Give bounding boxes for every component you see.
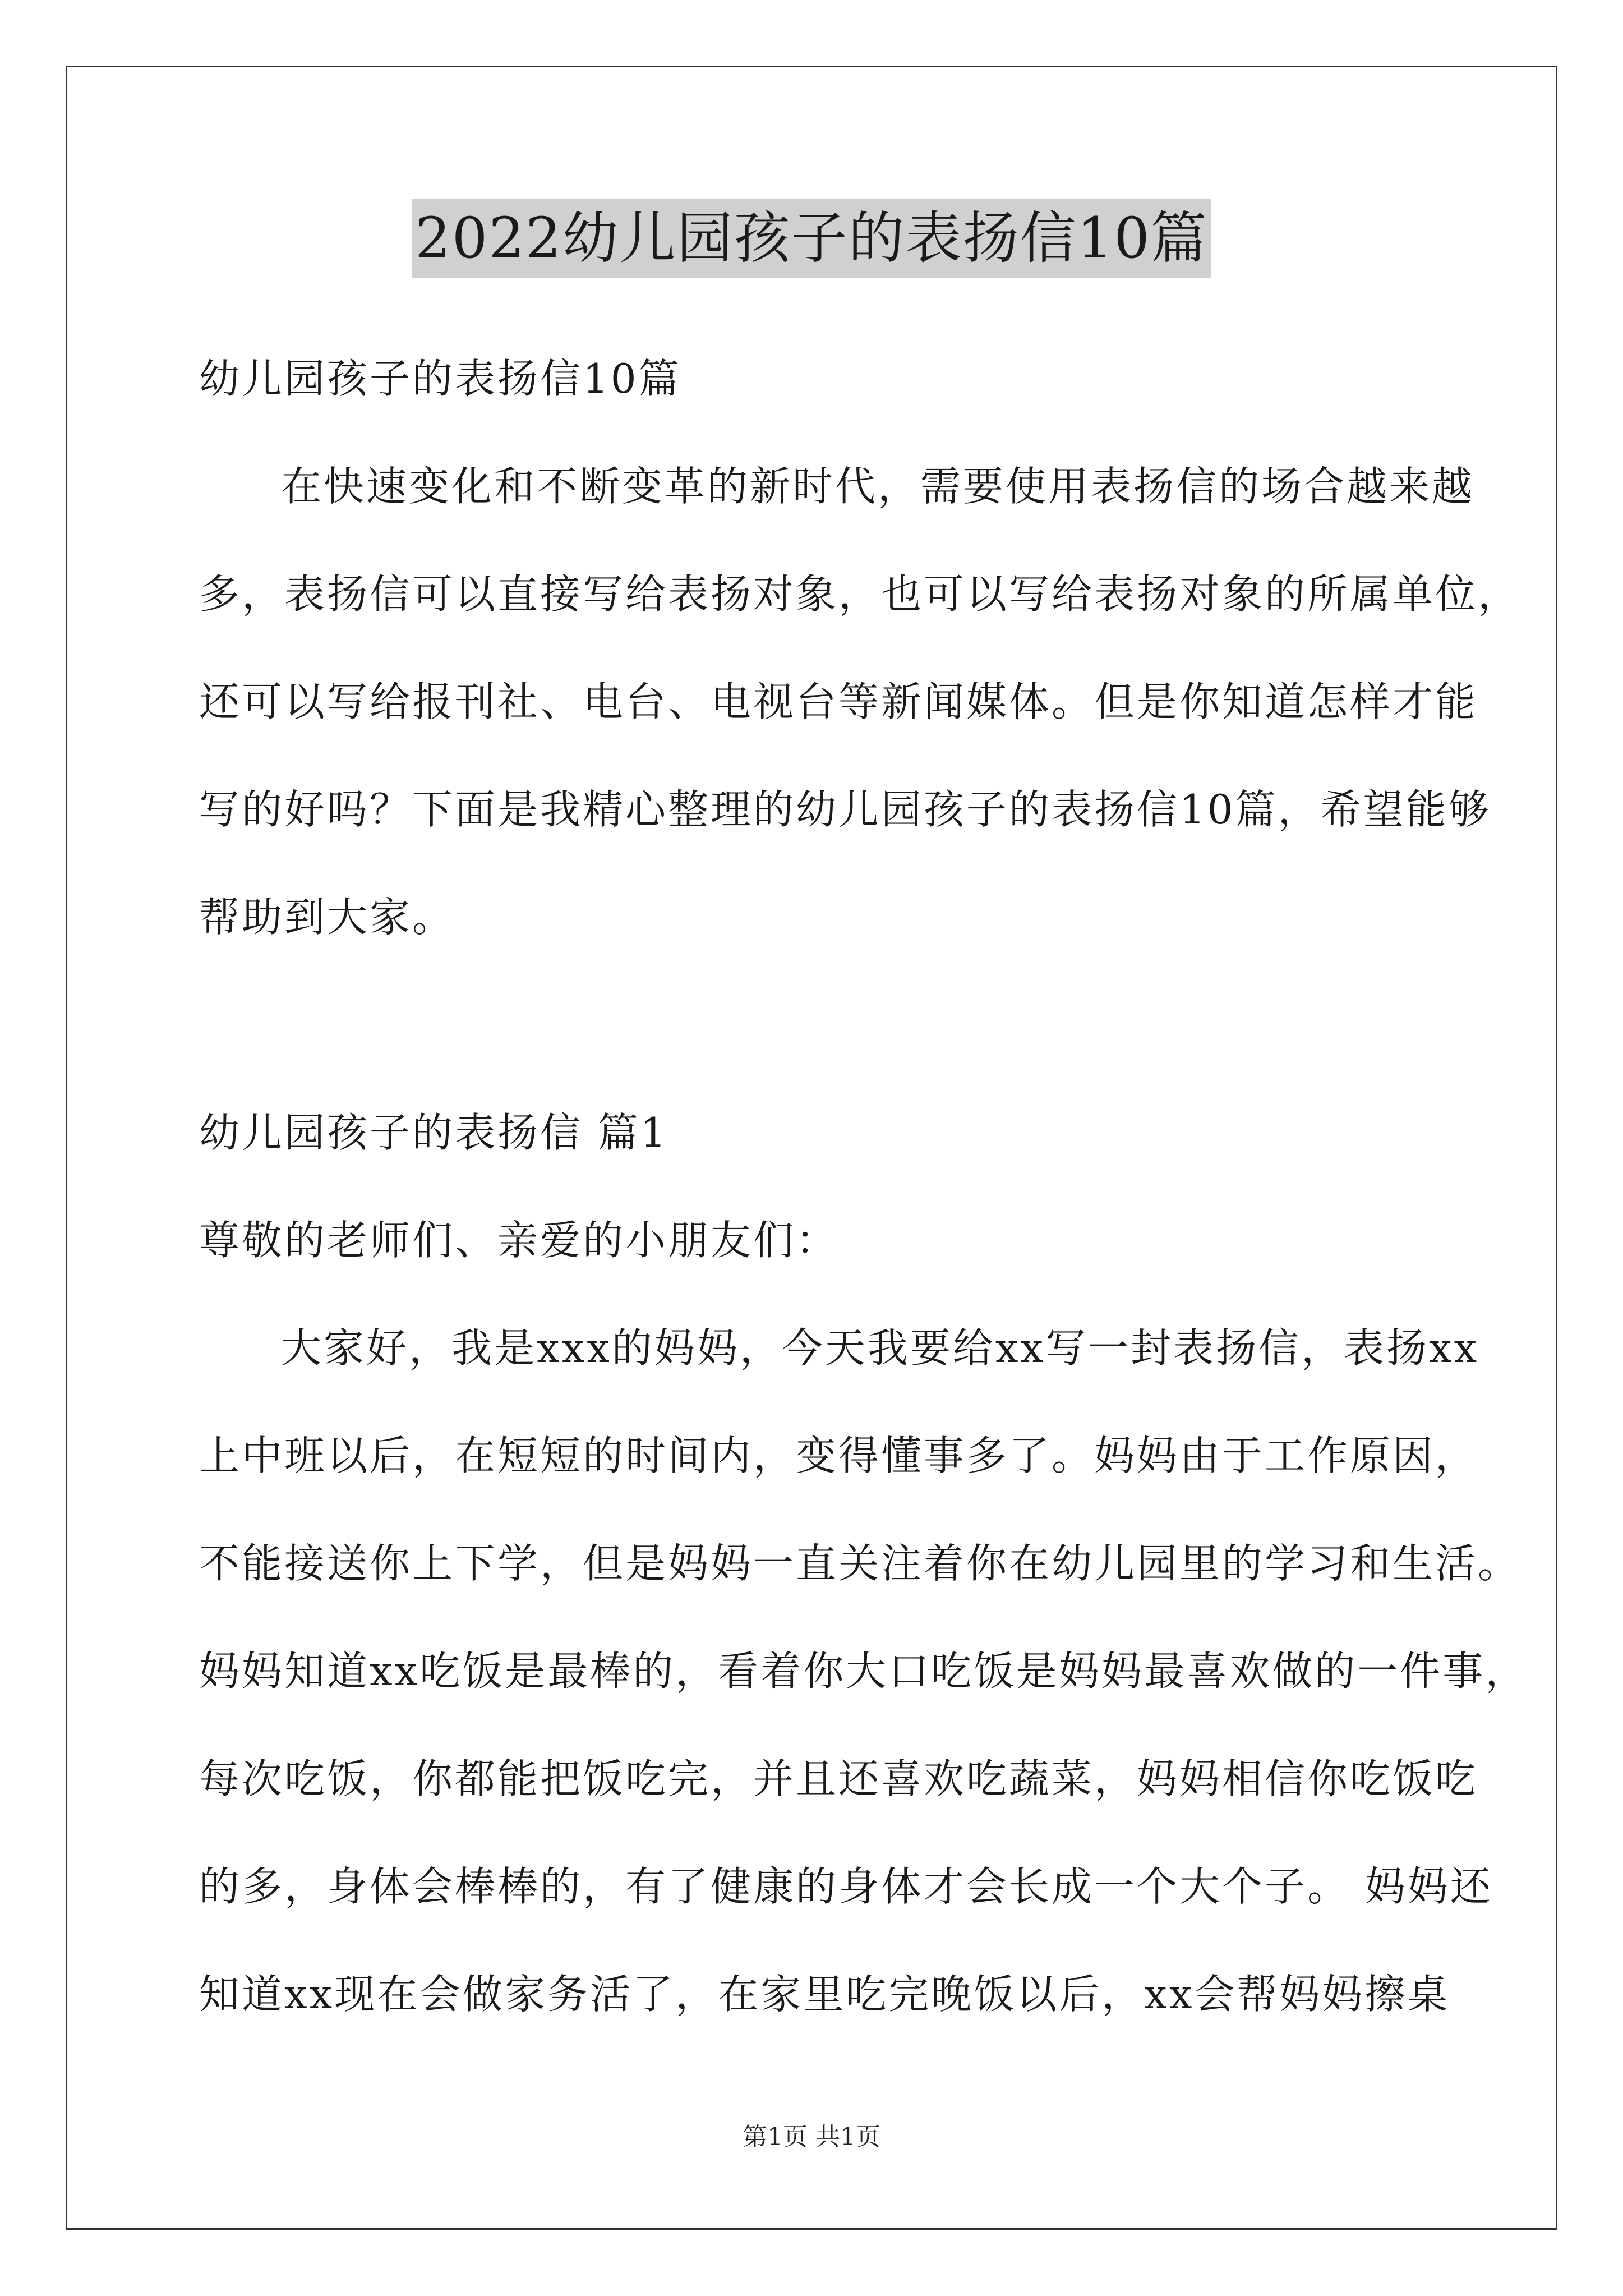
- title-wrap: [0, 199, 1623, 278]
- paragraph-line: 妈妈知道xx吃饭是最棒的，看着你大口吃饭是妈妈最喜欢做的一件事，: [199, 1648, 1528, 1695]
- document-body: [199, 342, 1528, 2065]
- paragraph-line: 每次吃饭，你都能把饭吃完，并且还喜欢吃蔬菜，妈妈相信你吃饭吃: [199, 1755, 1478, 1802]
- paragraph-line: 在快速变化和不断变革的新时代，需要使用表扬信的场合越来越: [281, 463, 1475, 510]
- paragraph-line: 不能接送你上下学，但是妈妈一直关注着你在幼儿园里的学习和生活。: [199, 1540, 1521, 1587]
- paragraph-line: 帮助到大家。: [199, 894, 455, 941]
- salutation-line: 尊敬的老师们、亲爱的小朋友们：: [199, 1217, 839, 1264]
- section-gap: [199, 988, 1433, 1096]
- paragraph-line: 还可以写给报刊社、电台、电视台等新闻媒体。但是你知道怎样才能: [199, 678, 1478, 725]
- paragraph-line: 多，表扬信可以直接写给表扬对象，也可以写给表扬对象的所属单位，: [199, 570, 1521, 618]
- paragraph-line: 写的好吗？下面是我精心整理的幼儿园孩子的表扬信10篇，希望能够: [199, 786, 1491, 833]
- document-title: 2022幼儿园孩子的表扬信10篇: [412, 199, 1211, 278]
- paragraph-line: 大家好，我是xxx的妈妈，今天我要给xx写一封表扬信，表扬xx: [281, 1324, 1479, 1372]
- paragraph-line: 知道xx现在会做家务活了，在家里吃完晚饭以后，xx会帮妈妈擦桌: [199, 1971, 1450, 2018]
- paragraph-line: 的多，身体会棒棒的，有了健康的身体才会长成一个大个子。 妈妈还: [199, 1863, 1493, 1910]
- paragraph-line: 上中班以后，在短短的时间内，变得懂事多了。妈妈由于工作原因，: [199, 1432, 1478, 1479]
- section-heading: 幼儿园孩子的表扬信 篇1: [199, 1109, 668, 1156]
- subtitle-line: 幼儿园孩子的表扬信10篇: [199, 355, 681, 402]
- page-footer: 第1页 共1页: [743, 2123, 880, 2151]
